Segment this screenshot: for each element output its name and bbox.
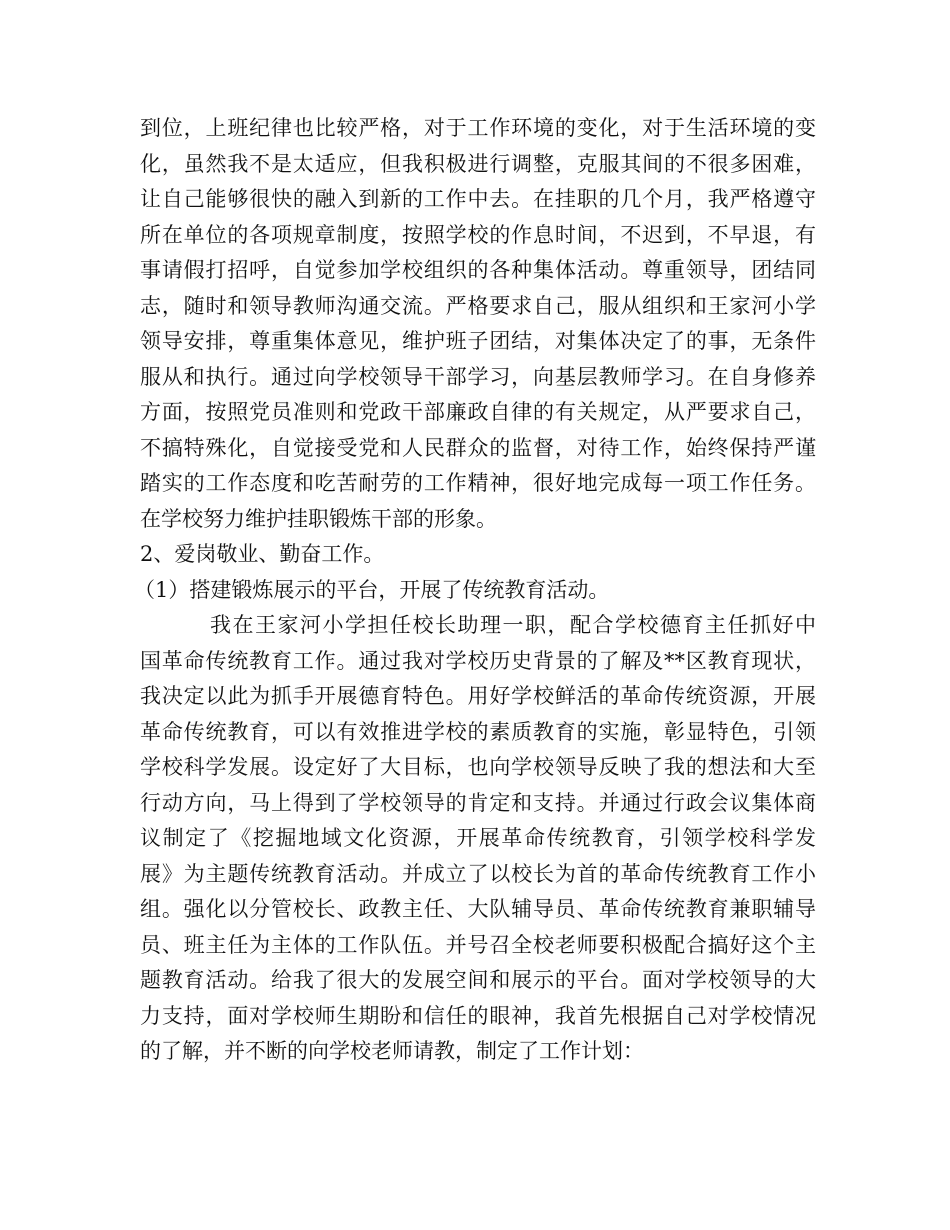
text-line: 革命传统教育，可以有效推进学校的素质教育的实施，彰显特色，引领 [140,719,816,744]
text-line: 议制定了《挖掘地域文化资源，开展革命传统教育，引领学校科学发 [140,826,816,850]
text-line: 国革命传统教育工作。通过我对学校历史背景的了解及**区教育现状， [140,648,816,673]
text-line: 学校科学发展。设定好了大目标，也向学校领导反映了我的想法和大至 [140,755,816,779]
text-line: 我决定以此为抓手开展德育特色。用好学校鲜活的革命传统资源，开展 [140,684,816,708]
text-line: 事请假打招呼，自觉参加学校组织的各种集体活动。尊重领导，团结同 [140,258,816,282]
document-body [134,111,816,1070]
text-line: 组。强化以分管校长、政教主任、大队辅导员、革命传统教育兼职辅导 [140,897,816,921]
text-line: 题教育活动。给我了很大的发展空间和展示的平台。面对学校领导的大 [140,968,816,992]
section-heading: 2、爱岗敬业、勤奋工作。 [140,542,385,566]
text-line: 领导安排，尊重集体意见，维护班子团结，对集体决定了的事，无条件 [140,329,816,353]
text-line: 不搞特殊化，自觉接受党和人民群众的监督，对待工作，始终保持严谨 [140,435,816,460]
text-line: 服从和执行。通过向学校领导干部学习，向基层教师学习。在自身修养 [140,364,816,389]
text-line: 所在单位的各项规章制度，按照学校的作息时间，不迟到，不早退，有 [140,222,816,247]
text-line: 在学校努力维护挂职锻炼干部的形象。 [140,506,497,531]
paragraph-1 [140,111,816,537]
text-line: 化，虽然我不是太适应，但我积极进行调整，克服其间的不很多困难， [140,151,816,176]
text-line: 力支持，面对学校师生期盼和信任的眼神，我首先根据自己对学校情况 [140,1003,816,1028]
text-line: 员、班主任为主体的工作队伍。并号召全校老师要积极配合搞好这个主 [140,932,816,957]
text-line: 让自己能够很快的融入到新的工作中去。在挂职的几个月，我严格遵守 [140,187,816,211]
text-line: 志，随时和领导教师沟通交流。严格要求自己，服从组织和王家河小学 [140,293,816,318]
paragraph-2 [140,608,816,1070]
text-line: 我在王家河小学担任校长助理一职，配合学校德育主任抓好中 [210,613,816,637]
text-line: 行动方向，马上得到了学校领导的肯定和支持。并通过行政会议集体商 [140,790,816,815]
sub-heading: （1）搭建锻炼展示的平台，开展了传统教育活动。 [134,577,610,602]
text-line: 的了解，并不断的向学校老师请教，制定了工作计划： [140,1039,644,1063]
text-line: 踏实的工作态度和吃苦耐劳的工作精神，很好地完成每一项工作任务。 [140,471,816,495]
text-line: 展》为主题传统教育活动。并成立了以校长为首的革命传统教育工作小 [140,861,816,886]
text-line: 方面，按照党员准则和党政干部廉政自律的有关规定，从严要求自己， [140,400,816,424]
text-line: 到位，上班纪律也比较严格，对于工作环境的变化，对于生活环境的变 [140,116,816,140]
